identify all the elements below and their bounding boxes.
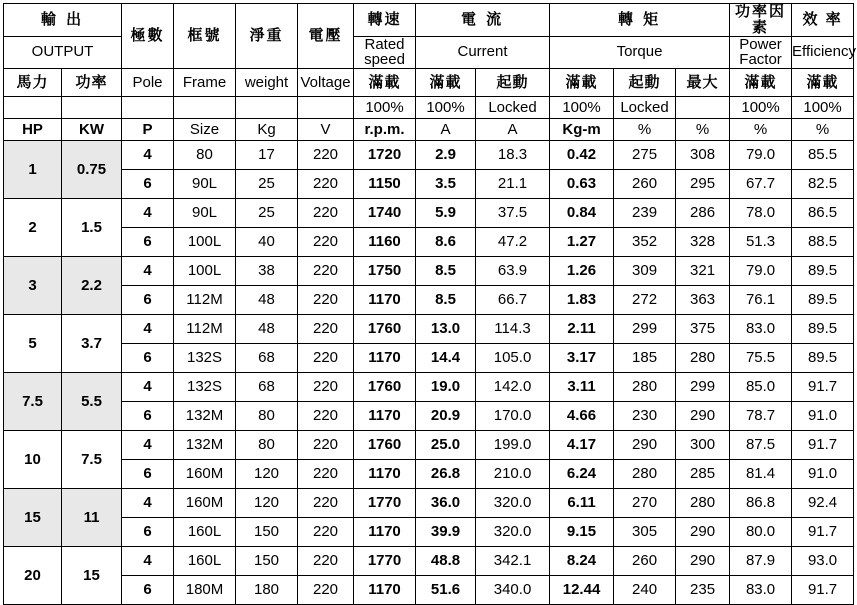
cell-pole: 4 — [122, 547, 174, 576]
cell-efficiency: 91.7 — [792, 518, 854, 547]
cell-powerfactor: 83.0 — [730, 576, 792, 605]
header-pole-cjk: 極數 — [122, 4, 174, 69]
cell-current-locked: 320.0 — [476, 518, 550, 547]
unit-current-locked: A — [476, 119, 550, 141]
cell-speed: 1770 — [354, 547, 416, 576]
cell-current-fullload: 2.9 — [416, 141, 476, 170]
cell-current-fullload: 3.5 — [416, 170, 476, 199]
cell-voltage: 220 — [298, 228, 354, 257]
header-torque-en: Torque — [550, 36, 730, 69]
cell-efficiency: 86.5 — [792, 199, 854, 228]
cell-torque-max: 375 — [676, 315, 730, 344]
cell-speed: 1170 — [354, 460, 416, 489]
cell-current-fullload: 26.8 — [416, 460, 476, 489]
table-row — [4, 431, 854, 460]
cell-torque-locked: 280 — [614, 373, 676, 402]
table-row — [4, 518, 854, 547]
cell-efficiency: 91.0 — [792, 460, 854, 489]
cell-current-locked: 114.3 — [476, 315, 550, 344]
cell-frame: 132S — [174, 344, 236, 373]
cell-weight: 68 — [236, 373, 298, 402]
cell-weight: 48 — [236, 315, 298, 344]
header-current-locked-en: Locked — [476, 97, 550, 119]
cell-torque-locked: 305 — [614, 518, 676, 547]
cell-current-fullload: 20.9 — [416, 402, 476, 431]
header-frame-cjk: 框號 — [174, 4, 236, 69]
cell-speed: 1170 — [354, 402, 416, 431]
motor-specification-table — [3, 3, 854, 605]
cell-voltage: 220 — [298, 489, 354, 518]
cell-voltage: 220 — [298, 547, 354, 576]
cell-current-fullload: 8.5 — [416, 286, 476, 315]
unit-weight: Kg — [236, 119, 298, 141]
cell-voltage: 220 — [298, 199, 354, 228]
cell-pole: 4 — [122, 141, 174, 170]
cell-efficiency: 85.5 — [792, 141, 854, 170]
header-current-percent: 100% — [416, 97, 476, 119]
header-efficiency-en: Efficiency — [792, 36, 854, 69]
cell-current-locked: 18.3 — [476, 141, 550, 170]
cell-powerfactor: 51.3 — [730, 228, 792, 257]
cell-current-locked: 105.0 — [476, 344, 550, 373]
header-current-fullload: 滿載 — [416, 69, 476, 97]
cell-pole: 6 — [122, 344, 174, 373]
unit-torque-full: Kg-m — [550, 119, 614, 141]
cell-efficiency: 82.5 — [792, 170, 854, 199]
cell-powerfactor: 86.8 — [730, 489, 792, 518]
header-efficiency-fullload: 滿載 — [792, 69, 854, 97]
cell-weight: 80 — [236, 431, 298, 460]
header-speed-en: Rated speed — [354, 36, 416, 69]
cell-torque-fullload: 1.26 — [550, 257, 614, 286]
cell-pole: 6 — [122, 170, 174, 199]
cell-powerfactor: 75.5 — [730, 344, 792, 373]
cell-frame: 132M — [174, 431, 236, 460]
cell-current-locked: 342.1 — [476, 547, 550, 576]
cell-torque-locked: 272 — [614, 286, 676, 315]
cell-current-locked: 66.7 — [476, 286, 550, 315]
cell-voltage: 220 — [298, 286, 354, 315]
header-output-en: OUTPUT — [4, 36, 122, 69]
cell-current-fullload: 25.0 — [416, 431, 476, 460]
cell-horsepower: 2 — [4, 199, 62, 257]
cell-weight: 120 — [236, 460, 298, 489]
cell-powerfactor: 80.0 — [730, 518, 792, 547]
header-powerfactor-fullload: 滿載 — [730, 69, 792, 97]
cell-frame: 112M — [174, 315, 236, 344]
cell-current-locked: 320.0 — [476, 489, 550, 518]
cell-pole: 6 — [122, 286, 174, 315]
cell-voltage: 220 — [298, 460, 354, 489]
table-row — [4, 547, 854, 576]
cell-kilowatt: 11 — [62, 489, 122, 547]
cell-weight: 25 — [236, 170, 298, 199]
cell-voltage: 220 — [298, 576, 354, 605]
unit-powerfactor: % — [730, 119, 792, 141]
cell-powerfactor: 76.1 — [730, 286, 792, 315]
cell-speed: 1170 — [354, 344, 416, 373]
cell-current-fullload: 5.9 — [416, 199, 476, 228]
header-torque-fullload: 滿載 — [550, 69, 614, 97]
cell-torque-fullload: 8.24 — [550, 547, 614, 576]
cell-torque-max: 295 — [676, 170, 730, 199]
table-row — [4, 489, 854, 518]
cell-torque-fullload: 6.11 — [550, 489, 614, 518]
table-row — [4, 344, 854, 373]
cell-efficiency: 91.7 — [792, 373, 854, 402]
header-torque-max-blank — [676, 97, 730, 119]
cell-pole: 4 — [122, 489, 174, 518]
header-hp-blank — [4, 97, 62, 119]
header-row-units — [4, 119, 854, 141]
header-weight-blank — [236, 97, 298, 119]
header-row-percent — [4, 97, 854, 119]
cell-horsepower: 7.5 — [4, 373, 62, 431]
cell-weight: 40 — [236, 228, 298, 257]
cell-torque-fullload: 1.83 — [550, 286, 614, 315]
cell-current-locked: 37.5 — [476, 199, 550, 228]
unit-efficiency: % — [792, 119, 854, 141]
header-torque-percent: 100% — [550, 97, 614, 119]
header-torque-max-cjk: 最大 — [676, 69, 730, 97]
cell-efficiency: 89.5 — [792, 315, 854, 344]
header-row-sub — [4, 69, 854, 97]
cell-powerfactor: 78.0 — [730, 199, 792, 228]
cell-powerfactor: 79.0 — [730, 141, 792, 170]
cell-efficiency: 89.5 — [792, 257, 854, 286]
cell-torque-locked: 280 — [614, 460, 676, 489]
unit-pole: P — [122, 119, 174, 141]
cell-current-locked: 142.0 — [476, 373, 550, 402]
cell-frame: 160M — [174, 489, 236, 518]
cell-horsepower: 3 — [4, 257, 62, 315]
table-row — [4, 402, 854, 431]
cell-weight: 150 — [236, 547, 298, 576]
header-pole-blank — [122, 97, 174, 119]
cell-weight: 48 — [236, 286, 298, 315]
header-voltage-blank — [298, 97, 354, 119]
cell-torque-max: 280 — [676, 489, 730, 518]
header-speed-percent: 100% — [354, 97, 416, 119]
unit-current-full: A — [416, 119, 476, 141]
cell-voltage: 220 — [298, 315, 354, 344]
unit-voltage: V — [298, 119, 354, 141]
cell-torque-fullload: 0.84 — [550, 199, 614, 228]
cell-powerfactor: 78.7 — [730, 402, 792, 431]
cell-weight: 80 — [236, 402, 298, 431]
header-current-en: Current — [416, 36, 550, 69]
cell-pole: 4 — [122, 199, 174, 228]
header-frame-en: Frame — [174, 69, 236, 97]
cell-torque-max: 290 — [676, 402, 730, 431]
cell-current-fullload: 51.6 — [416, 576, 476, 605]
table-row — [4, 199, 854, 228]
cell-pole: 6 — [122, 518, 174, 547]
cell-voltage: 220 — [298, 344, 354, 373]
header-weight-en: weight — [236, 69, 298, 97]
cell-frame: 160L — [174, 547, 236, 576]
cell-frame: 160L — [174, 518, 236, 547]
cell-torque-locked: 260 — [614, 170, 676, 199]
spec-sheet — [0, 3, 857, 599]
cell-efficiency: 88.5 — [792, 228, 854, 257]
header-efficiency-cjk: 效 率 — [792, 4, 854, 37]
header-torque-cjk: 轉 矩 — [550, 4, 730, 37]
cell-horsepower: 10 — [4, 431, 62, 489]
cell-frame: 160M — [174, 460, 236, 489]
cell-torque-locked: 309 — [614, 257, 676, 286]
cell-current-fullload: 14.4 — [416, 344, 476, 373]
cell-weight: 180 — [236, 576, 298, 605]
cell-powerfactor: 79.0 — [730, 257, 792, 286]
cell-torque-fullload: 9.15 — [550, 518, 614, 547]
cell-current-locked: 170.0 — [476, 402, 550, 431]
header-weight-cjk: 淨重 — [236, 4, 298, 69]
cell-pole: 6 — [122, 228, 174, 257]
cell-speed: 1770 — [354, 489, 416, 518]
cell-torque-locked: 239 — [614, 199, 676, 228]
cell-pole: 4 — [122, 257, 174, 286]
cell-weight: 68 — [236, 344, 298, 373]
cell-frame: 90L — [174, 170, 236, 199]
cell-horsepower: 20 — [4, 547, 62, 605]
header-powerfactor-cjk: 功率因素 — [730, 4, 792, 37]
cell-frame: 100L — [174, 228, 236, 257]
cell-torque-fullload: 6.24 — [550, 460, 614, 489]
cell-weight: 25 — [236, 199, 298, 228]
cell-efficiency: 93.0 — [792, 547, 854, 576]
cell-current-locked: 21.1 — [476, 170, 550, 199]
cell-torque-locked: 299 — [614, 315, 676, 344]
cell-kilowatt: 15 — [62, 547, 122, 605]
cell-torque-locked: 185 — [614, 344, 676, 373]
cell-weight: 150 — [236, 518, 298, 547]
unit-torque-max: % — [676, 119, 730, 141]
cell-pole: 6 — [122, 576, 174, 605]
header-kw-cjk: 功率 — [62, 69, 122, 97]
cell-horsepower: 5 — [4, 315, 62, 373]
cell-torque-max: 363 — [676, 286, 730, 315]
cell-powerfactor: 67.7 — [730, 170, 792, 199]
unit-frame: Size — [174, 119, 236, 141]
cell-speed: 1760 — [354, 315, 416, 344]
cell-torque-max: 280 — [676, 344, 730, 373]
cell-speed: 1170 — [354, 518, 416, 547]
cell-voltage: 220 — [298, 170, 354, 199]
cell-efficiency: 91.0 — [792, 402, 854, 431]
cell-torque-locked: 240 — [614, 576, 676, 605]
cell-pole: 4 — [122, 431, 174, 460]
cell-torque-locked: 260 — [614, 547, 676, 576]
cell-torque-fullload: 1.27 — [550, 228, 614, 257]
unit-kw: KW — [62, 119, 122, 141]
cell-torque-fullload: 0.42 — [550, 141, 614, 170]
cell-kilowatt: 5.5 — [62, 373, 122, 431]
cell-current-fullload: 39.9 — [416, 518, 476, 547]
cell-current-fullload: 13.0 — [416, 315, 476, 344]
cell-torque-max: 321 — [676, 257, 730, 286]
cell-speed: 1150 — [354, 170, 416, 199]
cell-weight: 17 — [236, 141, 298, 170]
cell-current-locked: 210.0 — [476, 460, 550, 489]
cell-frame: 90L — [174, 199, 236, 228]
table-row — [4, 286, 854, 315]
cell-speed: 1170 — [354, 286, 416, 315]
cell-current-fullload: 48.8 — [416, 547, 476, 576]
cell-voltage: 220 — [298, 431, 354, 460]
cell-frame: 100L — [174, 257, 236, 286]
unit-speed: r.p.m. — [354, 119, 416, 141]
cell-kilowatt: 3.7 — [62, 315, 122, 373]
cell-kilowatt: 7.5 — [62, 431, 122, 489]
cell-torque-locked: 352 — [614, 228, 676, 257]
cell-pole: 6 — [122, 402, 174, 431]
cell-torque-max: 300 — [676, 431, 730, 460]
cell-torque-max: 299 — [676, 373, 730, 402]
cell-voltage: 220 — [298, 518, 354, 547]
header-row-cjk — [4, 4, 854, 37]
unit-torque-locked: % — [614, 119, 676, 141]
cell-current-fullload: 8.6 — [416, 228, 476, 257]
cell-speed: 1760 — [354, 373, 416, 402]
table-row — [4, 170, 854, 199]
cell-torque-locked: 290 — [614, 431, 676, 460]
cell-torque-max: 290 — [676, 518, 730, 547]
table-row — [4, 228, 854, 257]
cell-current-fullload: 19.0 — [416, 373, 476, 402]
header-voltage-cjk: 電壓 — [298, 4, 354, 69]
header-pole-en: Pole — [122, 69, 174, 97]
table-row — [4, 315, 854, 344]
cell-current-locked: 199.0 — [476, 431, 550, 460]
cell-current-fullload: 36.0 — [416, 489, 476, 518]
cell-torque-locked: 270 — [614, 489, 676, 518]
cell-torque-fullload: 3.11 — [550, 373, 614, 402]
header-output-cjk: 輸 出 — [4, 4, 122, 37]
cell-torque-fullload: 12.44 — [550, 576, 614, 605]
header-speed-cjk: 轉速 — [354, 4, 416, 37]
cell-frame: 132M — [174, 402, 236, 431]
header-frame-blank — [174, 97, 236, 119]
cell-horsepower: 15 — [4, 489, 62, 547]
cell-torque-fullload: 3.17 — [550, 344, 614, 373]
table-row — [4, 460, 854, 489]
table-row — [4, 576, 854, 605]
cell-voltage: 220 — [298, 402, 354, 431]
header-voltage-en: Voltage — [298, 69, 354, 97]
header-efficiency-percent: 100% — [792, 97, 854, 119]
table-row — [4, 257, 854, 286]
cell-efficiency: 89.5 — [792, 344, 854, 373]
header-current-cjk: 電 流 — [416, 4, 550, 37]
cell-torque-locked: 275 — [614, 141, 676, 170]
header-powerfactor-en: Power Factor — [730, 36, 792, 69]
cell-speed: 1170 — [354, 576, 416, 605]
cell-kilowatt: 2.2 — [62, 257, 122, 315]
cell-torque-fullload: 4.66 — [550, 402, 614, 431]
cell-efficiency: 92.4 — [792, 489, 854, 518]
cell-frame: 112M — [174, 286, 236, 315]
cell-current-locked: 63.9 — [476, 257, 550, 286]
cell-frame: 180M — [174, 576, 236, 605]
cell-torque-max: 328 — [676, 228, 730, 257]
table-row — [4, 141, 854, 170]
cell-efficiency: 91.7 — [792, 431, 854, 460]
unit-hp: HP — [4, 119, 62, 141]
header-hp-cjk: 馬力 — [4, 69, 62, 97]
cell-torque-fullload: 2.11 — [550, 315, 614, 344]
cell-efficiency: 89.5 — [792, 286, 854, 315]
table-row — [4, 373, 854, 402]
cell-current-fullload: 8.5 — [416, 257, 476, 286]
cell-kilowatt: 0.75 — [62, 141, 122, 199]
cell-kilowatt: 1.5 — [62, 199, 122, 257]
cell-torque-max: 286 — [676, 199, 730, 228]
cell-frame: 80 — [174, 141, 236, 170]
cell-weight: 120 — [236, 489, 298, 518]
cell-speed: 1760 — [354, 431, 416, 460]
cell-voltage: 220 — [298, 257, 354, 286]
cell-torque-max: 290 — [676, 547, 730, 576]
cell-speed: 1750 — [354, 257, 416, 286]
header-torque-locked-cjk: 起動 — [614, 69, 676, 97]
header-current-locked-cjk: 起動 — [476, 69, 550, 97]
cell-powerfactor: 87.5 — [730, 431, 792, 460]
cell-pole: 6 — [122, 460, 174, 489]
cell-torque-fullload: 0.63 — [550, 170, 614, 199]
header-kw-blank — [62, 97, 122, 119]
header-torque-locked-en: Locked — [614, 97, 676, 119]
cell-pole: 4 — [122, 373, 174, 402]
cell-torque-max: 235 — [676, 576, 730, 605]
cell-powerfactor: 85.0 — [730, 373, 792, 402]
cell-current-locked: 340.0 — [476, 576, 550, 605]
cell-voltage: 220 — [298, 373, 354, 402]
cell-torque-max: 285 — [676, 460, 730, 489]
header-powerfactor-percent: 100% — [730, 97, 792, 119]
cell-speed: 1740 — [354, 199, 416, 228]
cell-torque-locked: 230 — [614, 402, 676, 431]
cell-speed: 1160 — [354, 228, 416, 257]
cell-powerfactor: 87.9 — [730, 547, 792, 576]
cell-efficiency: 91.7 — [792, 576, 854, 605]
cell-powerfactor: 83.0 — [730, 315, 792, 344]
header-speed-fullload: 滿載 — [354, 69, 416, 97]
cell-voltage: 220 — [298, 141, 354, 170]
cell-speed: 1720 — [354, 141, 416, 170]
cell-powerfactor: 81.4 — [730, 460, 792, 489]
cell-weight: 38 — [236, 257, 298, 286]
cell-torque-max: 308 — [676, 141, 730, 170]
cell-current-locked: 47.2 — [476, 228, 550, 257]
cell-torque-fullload: 4.17 — [550, 431, 614, 460]
cell-frame: 132S — [174, 373, 236, 402]
cell-horsepower: 1 — [4, 141, 62, 199]
cell-pole: 4 — [122, 315, 174, 344]
